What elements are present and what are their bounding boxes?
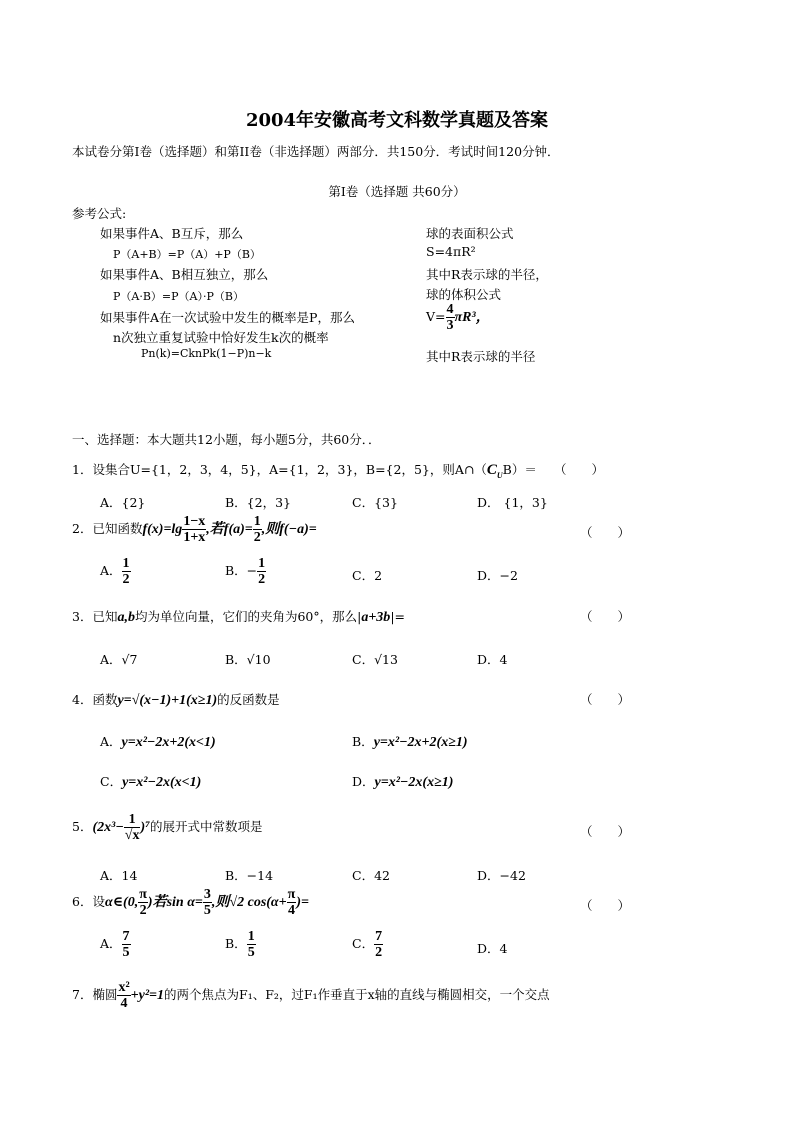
question-3-stem: 3．已知a,b均为单位向量，它们的夹角为60°，那么|a+3b|= [72, 609, 405, 625]
q2-option-d: D．−2 [477, 568, 518, 583]
formula-left-4: P（A·B）=P（A）·P（B） [113, 290, 244, 303]
question-1-stem: 1．设集合U={1，2，3，4，5}，A={1，2，3}，B={2，5}，则$A\cap(C_UB)=$ [72, 462, 537, 480]
formula-right-4: 球的体积公式 [426, 287, 502, 302]
question-2-blank: （ ） [580, 525, 631, 540]
formula-right-6: 其中R表示球的半径 [426, 349, 536, 364]
part1-heading: 一、选择题：本大题共12小题，每小题5分，共60分．． [72, 432, 381, 447]
question-6-blank: （ ） [580, 898, 631, 913]
q1-option-d: D． {1，3} [477, 495, 548, 510]
question-6-stem: 6．设α∈(0, $\frac{\pi}{2}$ )若sin α= $\frac{3}{5}$ ,则√2 cos(α+ $\frac{\pi}{4}$ )= [72, 887, 309, 918]
reference-label: 参考公式: [72, 206, 127, 221]
formula-left-6: n次独立重复试验中恰好发生k次的概率 [113, 330, 329, 345]
formula-left-5: 如果事件A在一次试验中发生的概率是P，那么 [100, 310, 355, 325]
formula-left-1: 如果事件A、B互斥，那么 [100, 226, 244, 241]
q4-option-d: D．y=x²−2x(x≥1) [352, 774, 454, 790]
q3-option-d: D．4 [477, 652, 508, 667]
formula-right-3: 其中R表示球的半径， [426, 267, 548, 282]
formula-right-2: S=4πR² [426, 244, 476, 259]
question-3-blank: （ ） [580, 609, 631, 624]
question-7-stem: 7．椭圆 $\frac{\text{x²}}{4}$ +y²=1的两个焦点为F₁、F₂，过F₁作垂直于x轴的直线与椭圆相交，一个交点 [72, 980, 550, 1011]
question-4-blank: （ ） [580, 692, 631, 707]
page-title: 2004年安徽高考文科数学真题及答案 [245, 110, 549, 131]
q1-option-b: B．{2，3} [225, 495, 291, 510]
q4-option-c: C．y=x²−2x(x<1) [100, 774, 202, 790]
section-title: 第Ⅰ卷（选择题 共60分） [328, 184, 466, 199]
q5-option-b: B．−14 [225, 868, 274, 883]
q3-option-c: C．√13 [352, 652, 398, 667]
question-4-stem: 4．函数y=√(x−1)+1(x≥1)的反函数是 [72, 692, 280, 708]
intro-text: 本试卷分第Ⅰ卷（选择题）和第II卷（非选择题）两部分．共150分．考试时间120分钟． [72, 144, 560, 159]
formula-left-7: Pn(k)=CknPk(1−P)n−k [141, 347, 272, 360]
q6-option-a: A． $\frac{7}{5}$ [100, 929, 130, 960]
q2-option-b: B．− $\frac{1}{2}$ [225, 556, 266, 587]
formula-right-1: 球的表面积公式 [426, 226, 514, 241]
q6-option-c: C． $\frac{7}{2}$ [352, 929, 383, 960]
formula-right-5: V= $\frac{4}{3}$ πR³， [426, 302, 490, 333]
q3-option-b: B．√10 [225, 652, 271, 667]
q3-option-a: A．√7 [100, 652, 138, 667]
q6-option-b: B． $\frac{1}{5}$ [225, 929, 255, 960]
q2-option-a: A． $\frac{1}{2}$ [100, 556, 130, 587]
q5-option-a: A．14 [100, 868, 138, 883]
q1-option-a: A．{2} [100, 495, 146, 510]
q4-option-a: A．y=x²−2x+2(x<1) [100, 734, 216, 750]
q5-option-d: D．−42 [477, 868, 526, 883]
q2-option-c: C．2 [352, 568, 383, 583]
question-2-stem: 2．已知函数f(x)=lg $\frac{1-x}{1+x}$ ,若f(a)= $\frac{1}{2}$ ,则f(−a)= [72, 514, 317, 545]
question-1-blank: （ ） [554, 462, 605, 477]
q4-option-b: B．y=x²−2x+2(x≥1) [352, 734, 468, 750]
q1-option-c: C．{3} [352, 495, 398, 510]
formula-left-2: P（A+B）=P（A）+P（B） [113, 248, 261, 261]
question-5-blank: （ ） [580, 824, 631, 839]
q5-option-c: C．42 [352, 868, 390, 883]
q6-option-d: D．4 [477, 941, 508, 956]
formula-left-3: 如果事件A、B相互独立，那么 [100, 267, 269, 282]
question-5-stem: 5．(2x³− $\frac{1}{√x}$ )⁷的展开式中常数项是 [72, 812, 263, 843]
